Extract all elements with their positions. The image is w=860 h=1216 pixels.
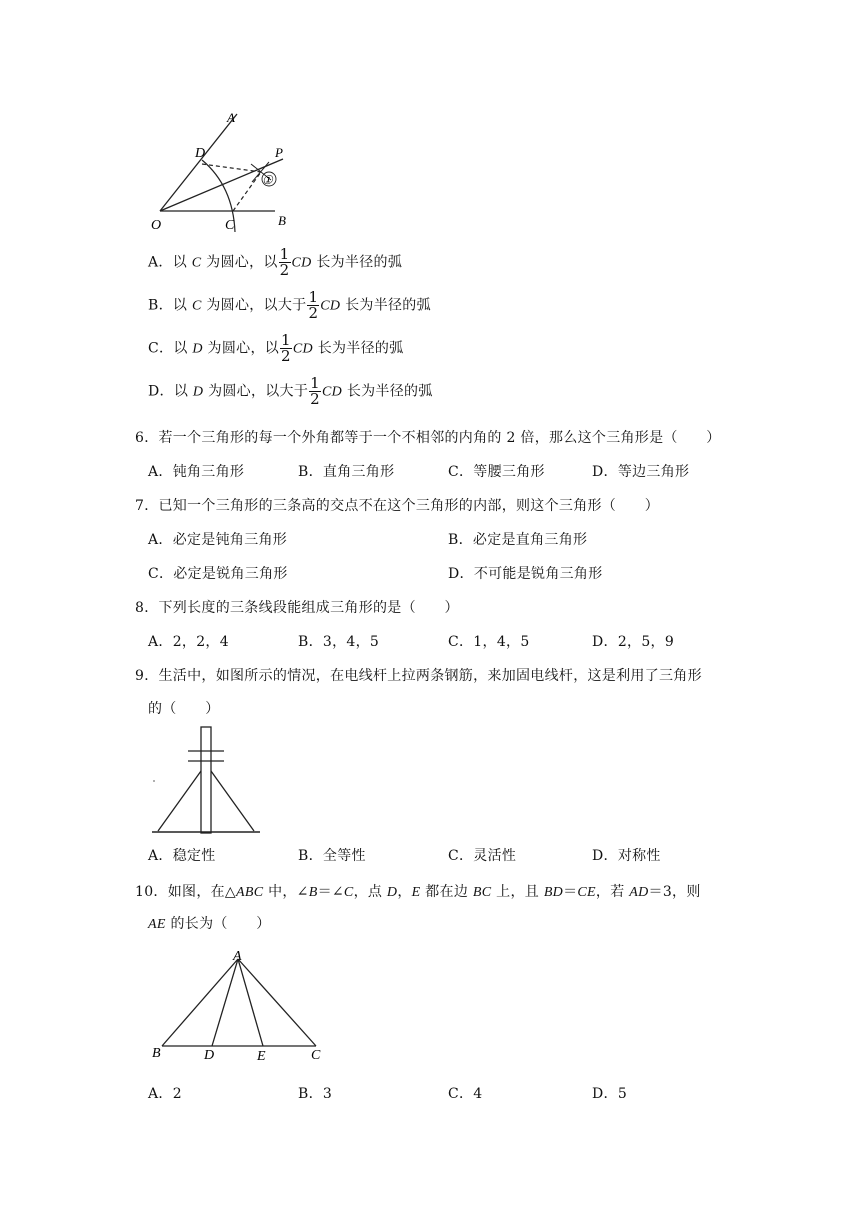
option-letter: B．	[148, 297, 173, 314]
q9-stem-line2: 的（ ）	[148, 701, 220, 717]
angle-bisector-figure	[145, 108, 295, 236]
label-A: A	[233, 949, 242, 964]
q7-option-d[interactable]: D．不可能是锐角三角形	[448, 566, 603, 582]
q7-stem: 7．已知一个三角形的三条高的交点不在这个三角形的内部，则这个三角形（ ）	[135, 498, 660, 514]
q6-option-a[interactable]: A．钝角三角形	[148, 464, 245, 480]
fraction-half: $\frac{1}{2}$	[308, 288, 319, 322]
label-D: D	[204, 1048, 215, 1063]
q6-option-d[interactable]: D．等边三角形	[592, 464, 690, 480]
label-A: A	[227, 110, 235, 125]
utility-pole-figure	[148, 725, 266, 837]
q7-option-c[interactable]: C．必定是锐角三角形	[148, 566, 288, 582]
q6-option-b[interactable]: B．直角三角形	[298, 464, 395, 480]
q10-option-c[interactable]: C．4	[448, 1086, 483, 1102]
q10-stem-line1: 10．如图，在△ABC 中，∠B＝∠C，点 D，E 都在边 BC 上，且 BD＝CE，若 AD＝3，则	[135, 884, 701, 900]
q10-option-d[interactable]: D．5	[592, 1086, 628, 1102]
label-D: D	[195, 146, 206, 161]
fraction-half: $\frac{1}{2}$	[310, 374, 321, 408]
q8-option-d[interactable]: D．2，5，9	[592, 634, 675, 650]
q6-stem: 6．若一个三角形的每一个外角都等于一个不相邻的内角的 2 倍，那么这个三角形是（ ）	[135, 430, 721, 446]
q7-option-a[interactable]: A．必定是钝角三角形	[148, 532, 288, 548]
label-circle-1: ①	[262, 173, 273, 187]
q9-option-c[interactable]: C．灵活性	[448, 848, 517, 864]
label-E: E	[257, 1049, 266, 1064]
q5-option-b[interactable]: B．以 C 为圆心，以大于 $\frac{1}{2}$ CD 长为半径的弧	[148, 288, 431, 322]
label-B: B	[278, 213, 286, 228]
q7-option-b[interactable]: B．必定是直角三角形	[448, 532, 588, 548]
label-C: C	[311, 1048, 321, 1063]
option-letter: C．	[148, 340, 174, 357]
label-B: B	[152, 1046, 161, 1061]
q10-option-b[interactable]: B．3	[298, 1086, 333, 1102]
q10-stem-line2: AE 的长为（ ）	[148, 916, 271, 932]
q9-option-a[interactable]: A．稳定性	[148, 848, 216, 864]
fraction-half: $\frac{1}{2}$	[279, 245, 290, 279]
q10-option-a[interactable]: A．2	[148, 1086, 182, 1102]
q5-option-c[interactable]: C．以 D 为圆心，以 $\frac{1}{2}$ CD 长为半径的弧	[148, 331, 404, 365]
q9-option-d[interactable]: D．对称性	[592, 848, 661, 864]
q8-stem: 8．下列长度的三条线段能组成三角形的是（ ）	[135, 600, 459, 616]
q5-option-d[interactable]: D．以 D 为圆心，以大于 $\frac{1}{2}$ CD 长为半径的弧	[148, 374, 433, 408]
label-P: P	[275, 145, 283, 160]
option-letter: D．	[148, 383, 174, 400]
q6-option-c[interactable]: C．等腰三角形	[448, 464, 545, 480]
q9-option-b[interactable]: B．全等性	[298, 848, 366, 864]
label-O: O	[151, 218, 162, 233]
q8-option-c[interactable]: C．1，4，5	[448, 634, 530, 650]
triangle-abc-figure	[148, 946, 330, 1066]
q8-option-a[interactable]: A．2，2，4	[148, 634, 229, 650]
option-letter: A．	[148, 254, 173, 271]
q8-option-b[interactable]: B．3，4，5	[298, 634, 380, 650]
fraction-half: $\frac{1}{2}$	[281, 331, 291, 365]
label-C: C	[225, 218, 235, 233]
q5-option-a[interactable]: A．以 C 为圆心，以 $\frac{1}{2}$ CD 长为半径的弧	[148, 245, 403, 279]
q9-stem-line1: 9．生活中，如图所示的情况，在电线杆上拉两条钢筋，来加固电线杆，这是利用了三角形	[135, 668, 702, 684]
